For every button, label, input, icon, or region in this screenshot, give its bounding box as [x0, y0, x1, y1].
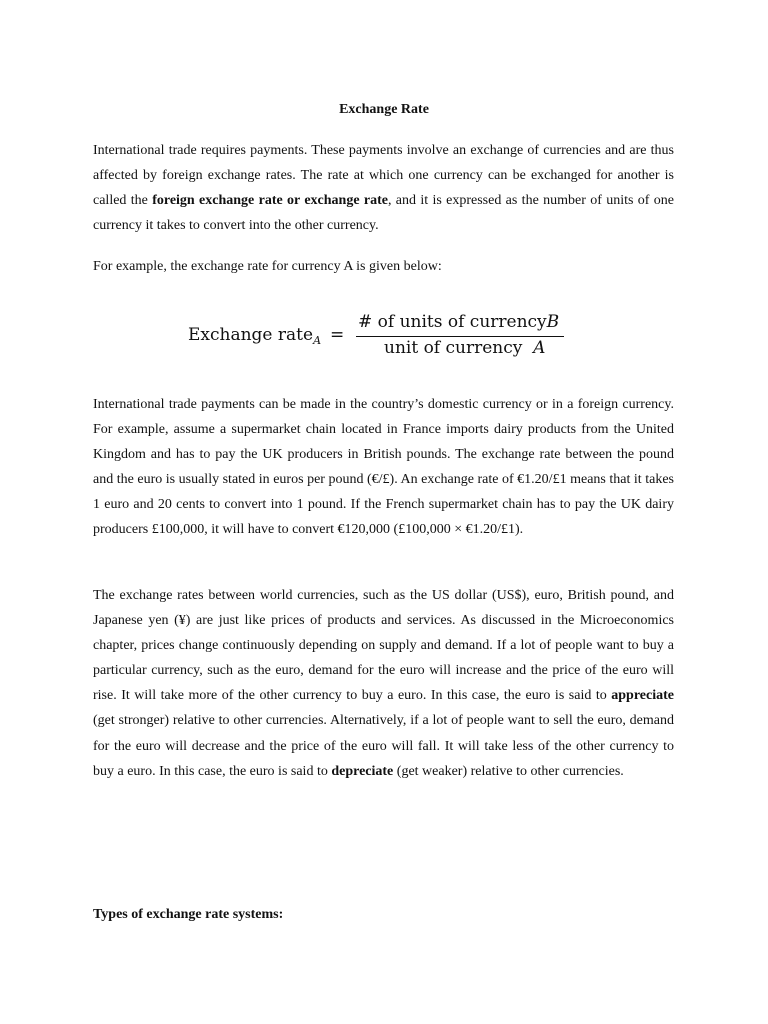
formula-lhs-subscript: A: [313, 334, 322, 347]
formula-denominator-text: unit of currency: [384, 338, 523, 358]
paragraph-text: International trade requires payments. These payments involve an exchange of currencies and are thus affected by foreign exchange rates. The rate at which one currency can be exchanged for another is called the: [93, 143, 674, 209]
formula-denominator: [384, 338, 545, 358]
formula-denominator-var: A: [533, 338, 546, 358]
page-title: Exchange Rate: [339, 102, 429, 117]
formula-numerator: [358, 312, 559, 332]
formula-numerator-text: # of units of currency: [358, 312, 547, 332]
paragraph-currency-prices: [93, 583, 674, 784]
section-heading: Types of exchange rate systems:: [93, 907, 284, 922]
formula-numerator-var: B: [546, 312, 560, 332]
formula-lhs: [188, 325, 321, 347]
formula-equals: =: [330, 325, 345, 345]
bold-term-exchange-rate: foreign exchange rate or exchange rate: [152, 193, 388, 209]
exchange-rate-formula: [188, 308, 578, 364]
paragraph-trade-payments: International trade payments can be made in the country’s domestic currency or in a foreign currency. For example, assume a supermarket chain located in France imports dairy products from the United Kingdom and has to pay the UK producers in British pounds. The exchange rate between the pound and the euro is usually stated in euros per pound (€/£). An exchange rate of €1.20/£1 means that it takes 1 euro and 20 cents to convert into 1 pound. If the French supermarket chain has to pay the UK dairy producers £100,000, it will have to convert €120,000 (£100,000 × €1.20/£1).: [93, 397, 674, 538]
paragraph-intro: [93, 138, 674, 238]
bold-term-appreciate: appreciate: [611, 688, 674, 704]
paragraph-text: The exchange rates between world currencies, such as the US dollar (US$), euro, British pound, and Japanese yen (¥) are just like prices of products and services. As discussed in the Microeconomics chapter, prices change continuously depending on supply and demand. If a lot of people want to buy a particular currency, such as the euro, demand for the euro will increase and the price of the euro will rise. It will take more of the other currency to buy a euro. In this case, the euro is said to: [93, 588, 674, 704]
bold-term-depreciate: depreciate: [331, 763, 394, 779]
paragraph-example: For example, the exchange rate for currency A is given below:: [93, 259, 442, 274]
formula-lhs-text: Exchange rate: [188, 325, 314, 345]
paragraph-text: , and it is expressed as the number of units of one currency it takes to convert into the other currency.: [93, 193, 674, 234]
paragraph-text: (get weaker) relative to other currencies.: [393, 763, 624, 779]
formula-fraction-bar: [356, 336, 564, 337]
paragraph-text: (get stronger) relative to other currencies. Alternatively, if a lot of people want to sell the euro, demand for the euro will decrease and the price of the euro will fall. It will take less of the other currency to buy a euro. In this case, the euro is said to: [93, 713, 674, 779]
